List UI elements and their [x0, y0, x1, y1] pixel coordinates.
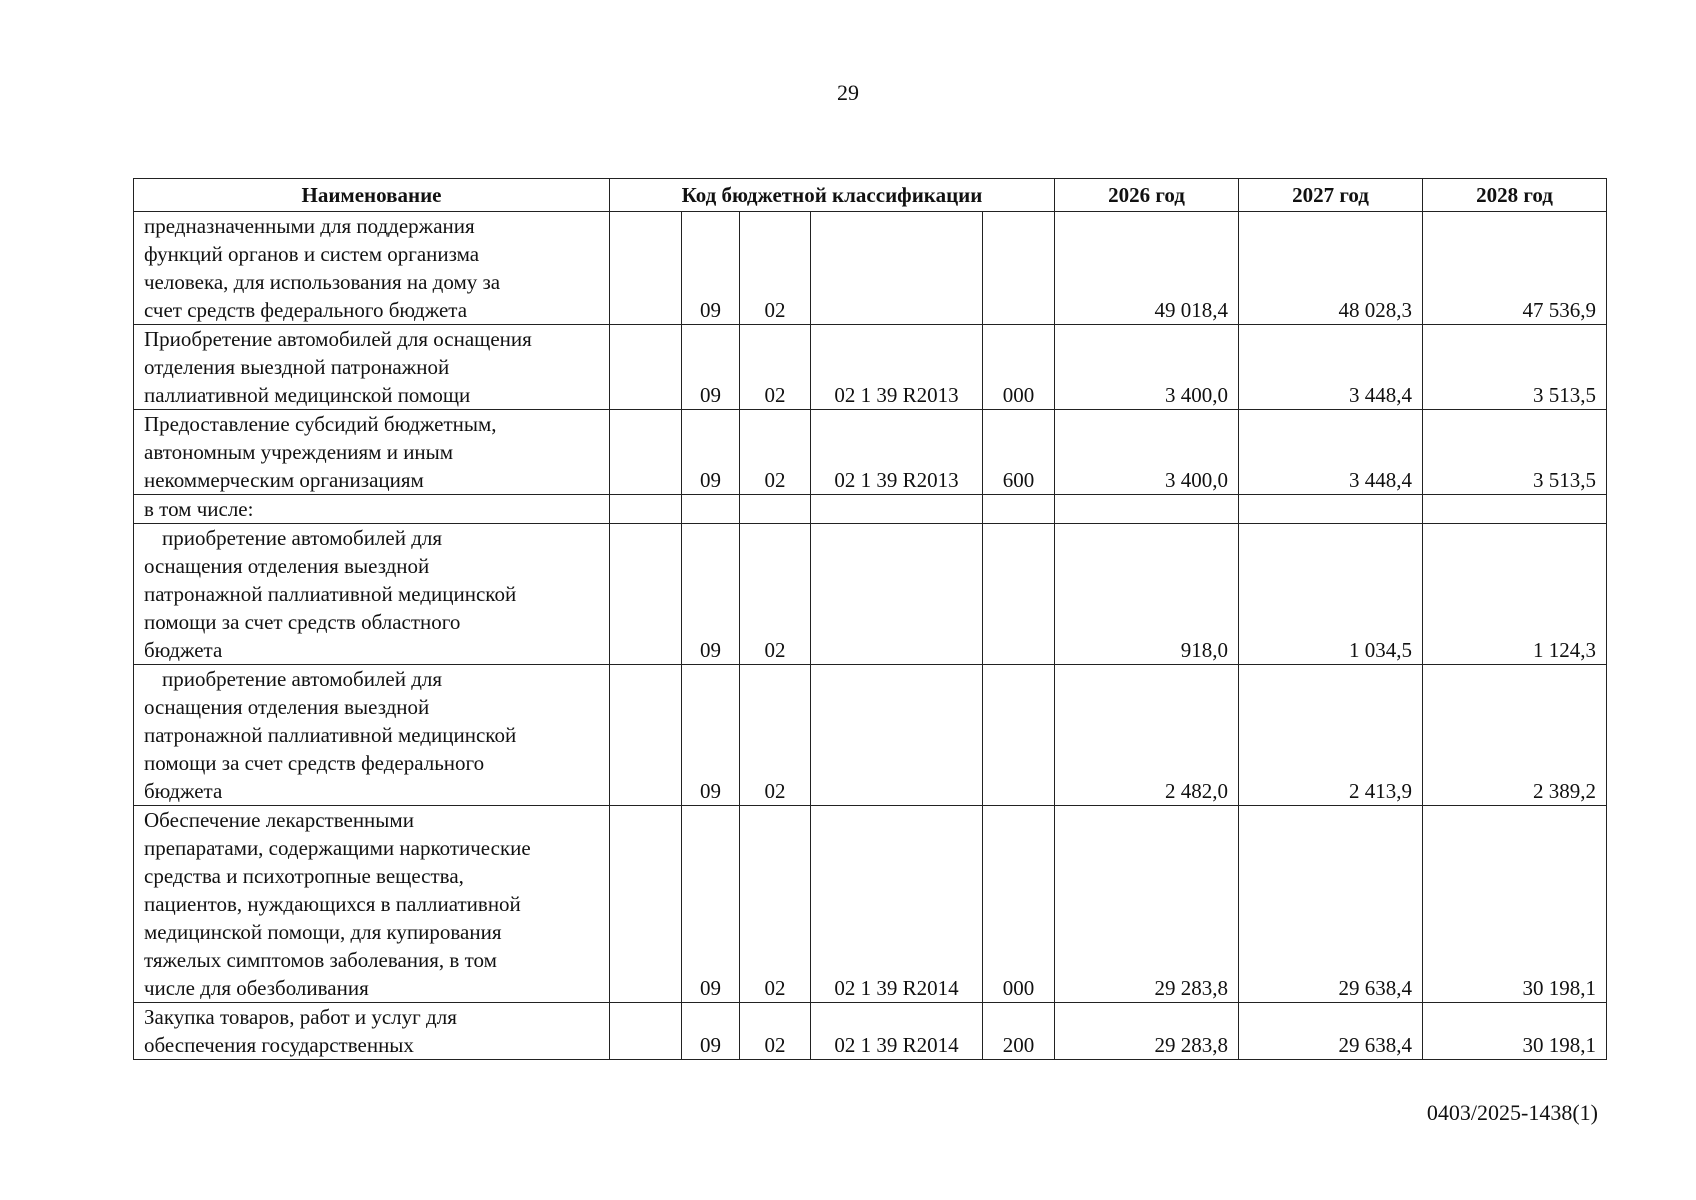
table-row	[134, 325, 1607, 410]
row-code-expense-type	[983, 524, 1055, 665]
row-name-first-line: приобретение автомобилей для	[162, 667, 443, 691]
row-code-section: 09	[682, 410, 740, 495]
budget-table	[133, 178, 1607, 1060]
row-code-subsection: 02	[740, 325, 811, 410]
row-value-2026: 2 482,0	[1055, 665, 1239, 806]
page-number: 29	[837, 80, 859, 105]
row-code-section: 09	[682, 806, 740, 1003]
table-row	[134, 524, 1607, 665]
row-value-2026: 29 283,8	[1055, 1003, 1239, 1060]
row-value-2028: 47 536,9	[1423, 212, 1607, 325]
row-code-target	[811, 495, 983, 524]
table-row	[134, 665, 1607, 806]
header-2026: 2026 год	[1055, 179, 1239, 212]
header-2027: 2027 год	[1239, 179, 1423, 212]
row-code-subsection: 02	[740, 212, 811, 325]
row-name	[134, 665, 610, 806]
row-value-2028: 2 389,2	[1423, 665, 1607, 806]
row-value-2027: 48 028,3	[1239, 212, 1423, 325]
row-code-expense-type: 000	[983, 325, 1055, 410]
row-name: в том числе:	[134, 495, 610, 524]
table-row	[134, 1003, 1607, 1060]
row-code-subsection: 02	[740, 524, 811, 665]
row-value-2028: 3 513,5	[1423, 325, 1607, 410]
row-code-empty	[610, 806, 682, 1003]
row-code-expense-type: 000	[983, 806, 1055, 1003]
table-row	[134, 806, 1607, 1003]
row-name: Закупка товаров, работ и услуг для обеспечения государственных	[134, 1003, 610, 1060]
row-code-expense-type	[983, 665, 1055, 806]
row-code-empty	[610, 1003, 682, 1060]
row-name: предназначенными для поддержания функций органов и систем организма человека, для использования на дому за счет средств федерального бюджета	[134, 212, 610, 325]
row-code-empty	[610, 410, 682, 495]
header-code: Код бюджетной классификации	[610, 179, 1055, 212]
row-value-2028	[1423, 495, 1607, 524]
row-value-2027	[1239, 495, 1423, 524]
row-value-2026: 3 400,0	[1055, 325, 1239, 410]
row-code-subsection: 02	[740, 1003, 811, 1060]
row-code-target: 02 1 39 R2013	[811, 410, 983, 495]
row-value-2027: 29 638,4	[1239, 806, 1423, 1003]
row-code-target: 02 1 39 R2013	[811, 325, 983, 410]
row-code-subsection	[740, 495, 811, 524]
row-value-2026: 3 400,0	[1055, 410, 1239, 495]
table-row	[134, 410, 1607, 495]
row-name: Обеспечение лекарственными препаратами, содержащими наркотические средства и психотропные вещества, пациентов, нуждающихся в паллиативной медицинской помощи, для купирования тяжелых симптомов заболевания, в том числе для обезболивания	[134, 806, 610, 1003]
row-code-expense-type: 200	[983, 1003, 1055, 1060]
row-value-2026	[1055, 495, 1239, 524]
row-value-2028: 30 198,1	[1423, 806, 1607, 1003]
row-code-section: 09	[682, 212, 740, 325]
row-value-2026: 49 018,4	[1055, 212, 1239, 325]
header-2028: 2028 год	[1423, 179, 1607, 212]
row-code-section: 09	[682, 325, 740, 410]
row-value-2028: 30 198,1	[1423, 1003, 1607, 1060]
row-code-target	[811, 212, 983, 325]
table-row	[134, 212, 1607, 325]
row-name	[134, 524, 610, 665]
table-row	[134, 495, 1607, 524]
row-code-empty	[610, 524, 682, 665]
row-name: Приобретение автомобилей для оснащения отделения выездной патронажной паллиативной медицинской помощи	[134, 325, 610, 410]
row-code-empty	[610, 212, 682, 325]
row-code-subsection: 02	[740, 410, 811, 495]
row-name-continuation: оснащения отделения выездной патронажной паллиативной медицинской помощи за счет средств областного бюджета	[144, 554, 517, 662]
row-value-2027: 2 413,9	[1239, 665, 1423, 806]
row-code-subsection: 02	[740, 806, 811, 1003]
row-code-subsection: 02	[740, 665, 811, 806]
row-code-target	[811, 665, 983, 806]
row-code-expense-type	[983, 212, 1055, 325]
header-name: Наименование	[134, 179, 610, 212]
row-code-empty	[610, 325, 682, 410]
document-id: 0403/2025-1438(1)	[1426, 1100, 1598, 1125]
row-code-expense-type: 600	[983, 410, 1055, 495]
row-value-2028: 1 124,3	[1423, 524, 1607, 665]
row-name-first-line: приобретение автомобилей для	[162, 526, 443, 550]
row-value-2027: 29 638,4	[1239, 1003, 1423, 1060]
row-code-section: 09	[682, 1003, 740, 1060]
row-code-target	[811, 524, 983, 665]
row-name-continuation: оснащения отделения выездной патронажной паллиативной медицинской помощи за счет средств федерального бюджета	[144, 695, 517, 803]
row-code-empty	[610, 665, 682, 806]
row-value-2026: 918,0	[1055, 524, 1239, 665]
row-code-section: 09	[682, 524, 740, 665]
row-code-expense-type	[983, 495, 1055, 524]
row-value-2027: 3 448,4	[1239, 410, 1423, 495]
row-code-empty	[610, 495, 682, 524]
row-value-2026: 29 283,8	[1055, 806, 1239, 1003]
row-code-section: 09	[682, 665, 740, 806]
row-value-2027: 3 448,4	[1239, 325, 1423, 410]
row-value-2027: 1 034,5	[1239, 524, 1423, 665]
row-code-section	[682, 495, 740, 524]
row-name: Предоставление субсидий бюджетным, автономным учреждениям и иным некоммерческим организациям	[134, 410, 610, 495]
row-code-target: 02 1 39 R2014	[811, 806, 983, 1003]
row-code-target: 02 1 39 R2014	[811, 1003, 983, 1060]
table-header-row	[134, 179, 1607, 212]
row-value-2028: 3 513,5	[1423, 410, 1607, 495]
